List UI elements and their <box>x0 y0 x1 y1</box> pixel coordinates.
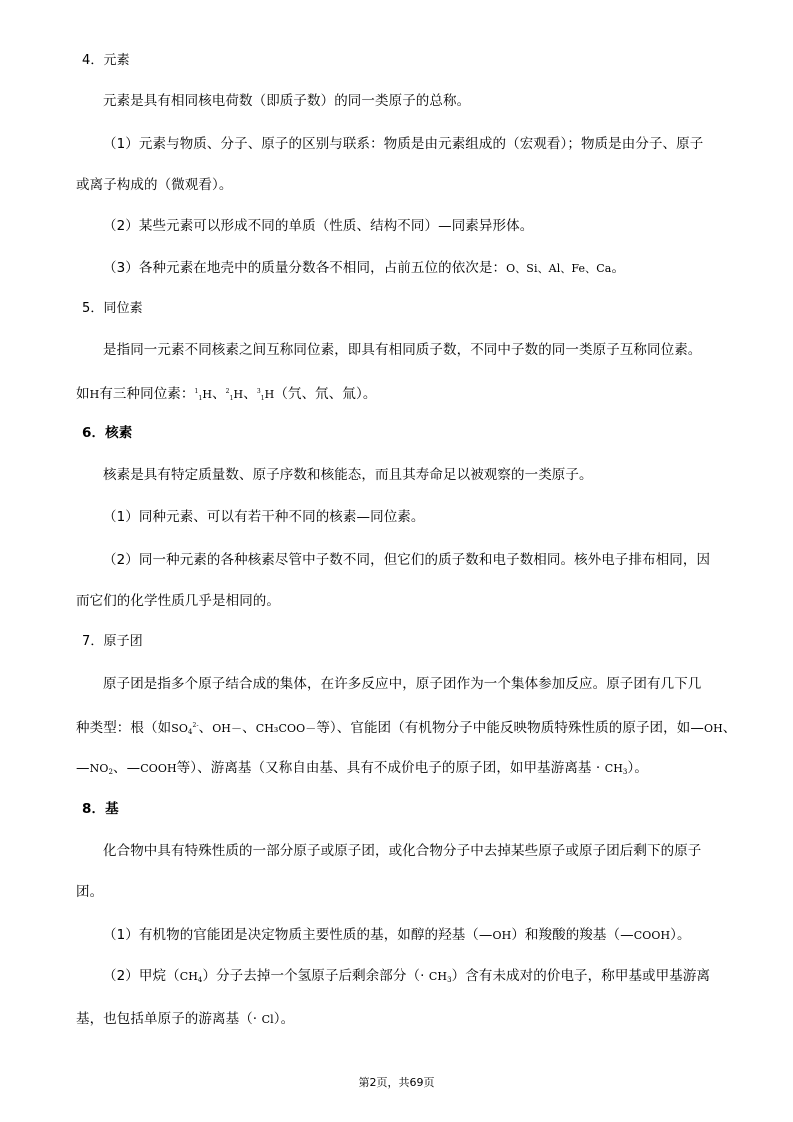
section-7-line-2: 种类型：根（如$SO_4^{2-}$、OH－、CH₃COO－等）、官能团（有机物分子中能反映物质特殊性质的原子团，如—OH、 <box>76 720 737 736</box>
section-5-definition-line-1: 是指同一元素不同核素之间互称同位素，即具有相同质子数，不同中子数的同一类原子互称同位素。 <box>103 342 702 358</box>
nitro-formula: $NO_2$ <box>89 762 114 776</box>
section-4-item-3: （3）各种元素在地壳中的质量分数各不相同，占前五位的依次是：O、Si、Al、Fe、Ca。 <box>103 260 626 276</box>
section-8-heading: 8．基 <box>82 801 119 817</box>
section-8-item-1: （1）有机物的官能团是决定物质主要性质的基，如醇的羟基（—OH）和羧酸的羧基（—COOH）。 <box>103 927 691 943</box>
isotope-protium: $^1$1H <box>194 388 213 402</box>
section-4-definition: 元素是具有相同核电荷数（即质子数）的同一类原子的总称。 <box>103 93 471 109</box>
page-number-footer: 第2页，共69页 <box>358 1076 435 1089</box>
section-6-item-2-line-2: 而它们的化学性质几乎是相同的。 <box>76 593 280 609</box>
section-4-heading: 4．元素 <box>82 53 130 68</box>
section-6-definition: 核素是具有特定质量数、原子序数和核能态，而且其寿命足以被观察的一类原子。 <box>103 467 593 483</box>
acetate-formula: CH₃COO－ <box>255 722 317 735</box>
section-5-heading: 5．同位素 <box>82 301 143 316</box>
section-7-line-3: $—NO_2$、—COOH等）、游离基（又称自由基、具有不成价电子的原子团，如甲基游离基 · $CH_3$）。 <box>76 760 648 776</box>
crust-elements: O、Si、Al、Fe、Ca <box>506 262 612 275</box>
section-5-definition-line-2: 如H有三种同位素：$^1$1H、$^2$1H、$^3$1H（氕、氘、氚）。 <box>76 386 377 402</box>
chlorine-radical-formula: Cl <box>261 1013 274 1026</box>
section-6-item-1: （1）同种元素、可以有若干种不同的核素—同位素。 <box>103 509 425 525</box>
section-6-heading: 6．核素 <box>82 425 133 441</box>
section-4-item-1-line-2: 或离子构成的（微观看）。 <box>76 177 233 193</box>
section-8-definition-line-2: 团。 <box>76 884 104 900</box>
section-8-item-2-line-1: （2）甲烷$(CH_4)$分子去掉一个氢原子后剩余部分（· $CH_3$）含有未成对的价电子，称甲基或甲基游离 <box>103 968 711 984</box>
hydroxide-formula: OH－ <box>212 722 243 735</box>
section-7-heading: 7．原子团 <box>82 634 143 649</box>
methyl-formula: $CH_3$ <box>604 762 628 776</box>
methane-formula: $CH_4$ <box>179 970 203 984</box>
sulfate-formula: $SO_4^{2-}$ <box>171 722 199 736</box>
section-8-definition-line-1: 化合物中具有特殊性质的一部分原子或原子团，或化合物分子中去掉某些原子或原子团后剩下的原子 <box>103 843 702 859</box>
isotope-tritium: $^3$1H <box>256 388 275 402</box>
section-8-item-2-line-2: 基，也包括单原子的游离基（· Cl）。 <box>76 1011 295 1027</box>
methyl-radical-formula: $CH_3$ <box>428 970 452 984</box>
section-7-line-1: 原子团是指多个原子结合成的集体，在许多反应中，原子团作为一个集体参加反应。原子团有几下几 <box>103 676 702 692</box>
isotope-deuterium: $^2$1H <box>225 388 244 402</box>
section-4-item-2: （2）某些元素可以形成不同的单质（性质、结构不同）—同素异形体。 <box>103 218 534 234</box>
section-6-item-2-line-1: （2）同一种元素的各种核素尽管中子数不同，但它们的质子数和电子数相同。核外电子排布相同，因 <box>103 552 711 568</box>
section-4-item-1-line-1: （1）元素与物质、分子、原子的区别与联系：物质是由元素组成的（宏观看）；物质是由分子、原子 <box>103 136 704 152</box>
